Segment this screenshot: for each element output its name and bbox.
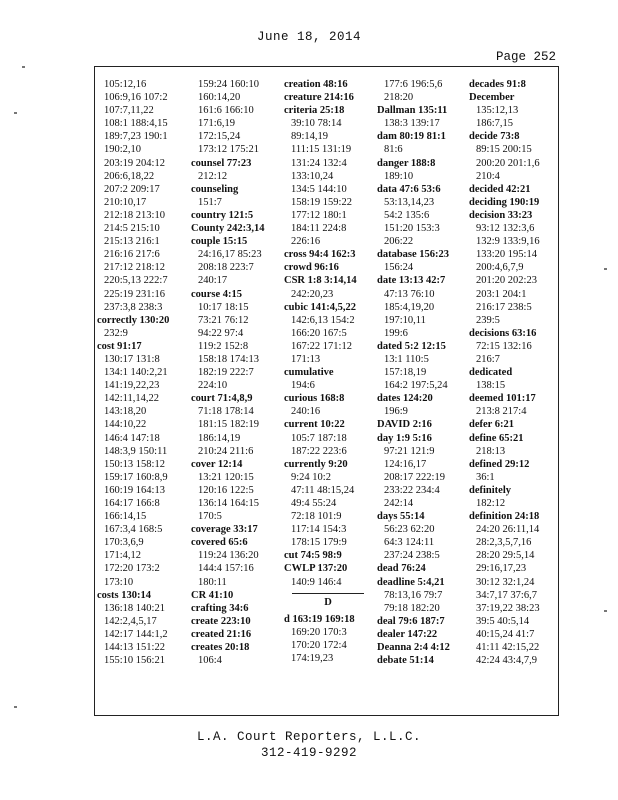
index-reference: 41:11 42:15,22 xyxy=(476,642,540,654)
index-reference: 9:24 10:2 xyxy=(291,471,331,483)
index-reference: 216:16 217:6 xyxy=(104,249,160,261)
index-column-3 xyxy=(284,78,372,665)
index-reference: 81:6 xyxy=(384,144,403,156)
index-term: deadline 5:4,21 xyxy=(377,576,445,588)
index-reference: 24:16,17 85:23 xyxy=(198,249,262,261)
index-reference: 160:19 164:13 xyxy=(104,484,165,496)
index-term: country 121:5 xyxy=(191,209,254,221)
index-column-1 xyxy=(97,78,185,667)
index-term: counseling xyxy=(191,183,239,195)
index-term: coverage 33:17 xyxy=(191,524,258,536)
index-reference: 156:24 xyxy=(384,262,414,274)
index-reference: 201:20 202:23 xyxy=(476,275,537,287)
index-reference: 169:20 170:3 xyxy=(291,626,347,638)
scan-speck xyxy=(22,66,25,68)
index-reference: 120:16 122:5 xyxy=(198,484,254,496)
index-term: counsel 77:23 xyxy=(191,157,252,169)
scan-speck xyxy=(604,610,607,612)
index-reference: 242:14 xyxy=(384,498,414,509)
index-reference: 172:15,24 xyxy=(198,131,241,143)
index-reference: 107:7,11,22 xyxy=(104,105,154,117)
index-reference: 186:14,19 xyxy=(198,432,241,444)
index-term: couple 15:15 xyxy=(191,236,248,248)
index-reference: 177:12 180:1 xyxy=(291,209,347,221)
index-reference: 30:12 32:1,24 xyxy=(476,576,535,588)
index-term: CWLP 137:20 xyxy=(284,563,348,575)
index-term: creature 214:16 xyxy=(284,92,354,104)
index-reference: 164:2 197:5,24 xyxy=(384,380,448,392)
index-reference: 111:15 131:19 xyxy=(291,144,352,156)
index-reference: 10:17 18:15 xyxy=(198,301,249,313)
index-reference: 237:3,8 238:3 xyxy=(104,301,163,313)
index-reference: 71:18 178:14 xyxy=(198,406,254,418)
index-column-2 xyxy=(191,78,279,667)
index-reference: 240:16 xyxy=(291,406,321,418)
index-reference: 49:4 55:24 xyxy=(291,498,337,509)
index-reference: 72:15 132:16 xyxy=(476,340,532,352)
index-term: created 21:16 xyxy=(191,628,252,640)
index-term: court 71:4,8,9 xyxy=(191,393,253,405)
index-reference: 170:20 172:4 xyxy=(291,639,347,651)
footer-phone: 312-419-9292 xyxy=(260,746,357,760)
index-reference: 143:18,20 xyxy=(104,406,147,418)
index-reference: 56:23 62:20 xyxy=(384,524,435,536)
index-term: dedicated xyxy=(469,367,513,379)
index-reference: 216:7 xyxy=(476,353,500,365)
index-reference: 174:19,23 xyxy=(291,653,334,665)
index-term: defined 29:12 xyxy=(469,458,530,470)
index-reference: 200:20 201:1,6 xyxy=(476,157,540,169)
index-reference: 170:5 xyxy=(198,511,222,523)
index-reference: 196:9 xyxy=(384,406,408,418)
index-term: decided 42:21 xyxy=(469,183,531,195)
index-reference: 178:15 179:9 xyxy=(291,537,347,549)
index-reference: 72:18 101:9 xyxy=(291,511,342,523)
index-term: Dallman 135:11 xyxy=(377,105,448,117)
index-term: curious 168:8 xyxy=(284,393,345,405)
index-reference: 212:12 xyxy=(198,170,228,182)
index-reference: 47:13 76:10 xyxy=(384,288,435,300)
index-term: creates 20:18 xyxy=(191,642,250,654)
index-reference: 40:15,24 41:7 xyxy=(476,628,535,640)
index-reference: 78:13,16 79:7 xyxy=(384,589,443,601)
index-term: covered 65:6 xyxy=(191,537,248,549)
index-reference: 144:13 151:22 xyxy=(104,642,165,654)
index-reference: 210:4 xyxy=(476,170,500,182)
index-reference: 34:7,17 37:6,7 xyxy=(476,589,537,601)
index-reference: 54:2 135:6 xyxy=(384,209,430,221)
index-reference: 13:1 110:5 xyxy=(384,353,429,365)
index-reference: 37:19,22 38:23 xyxy=(476,602,540,614)
scan-speck xyxy=(604,268,607,270)
index-term: cost 91:17 xyxy=(97,340,142,352)
index-term: December xyxy=(469,92,515,104)
index-reference: 239:5 xyxy=(476,314,500,326)
index-term: Deanna 2:4 4:12 xyxy=(377,642,450,654)
index-term: definitely xyxy=(469,484,511,496)
index-reference: 161:6 166:10 xyxy=(198,105,254,117)
index-term: crafting 34:6 xyxy=(191,602,249,614)
page-date: June 18, 2014 xyxy=(256,30,362,44)
index-reference: 225:19 231:16 xyxy=(104,288,165,300)
index-reference: 134:5 144:10 xyxy=(291,183,347,195)
index-reference: 203:19 204:12 xyxy=(104,157,165,169)
index-reference: 216:17 238:5 xyxy=(476,301,532,313)
index-reference: 141:19,22,23 xyxy=(104,380,160,392)
index-reference: 220:5,13 222:7 xyxy=(104,275,168,287)
index-reference: 138:3 139:17 xyxy=(384,118,440,130)
index-term: days 55:14 xyxy=(377,511,425,523)
index-term: deemed 101:17 xyxy=(469,393,536,405)
index-reference: 210:24 211:6 xyxy=(198,445,254,457)
index-reference: 171:4,12 xyxy=(104,550,142,562)
index-reference: 135:12,13 xyxy=(476,105,519,117)
index-reference: 134:1 140:2,21 xyxy=(104,367,168,379)
index-reference: 159:24 160:10 xyxy=(198,79,259,90)
index-reference: 194:6 xyxy=(291,380,315,392)
index-term: criteria 25:18 xyxy=(284,105,345,117)
index-reference: 208:17 222:19 xyxy=(384,471,445,483)
index-reference: 158:19 159:22 xyxy=(291,196,352,208)
index-reference: 187:22 223:6 xyxy=(291,445,347,457)
section-letter: D xyxy=(292,593,364,609)
word-index-box xyxy=(94,66,559,716)
index-reference: 106:4 xyxy=(198,655,222,667)
index-term: cross 94:4 162:3 xyxy=(284,249,356,261)
index-term: CSR 1:8 3:14,14 xyxy=(284,275,357,287)
index-reference: 199:6 xyxy=(384,327,408,339)
index-term: defer 6:21 xyxy=(469,419,514,431)
index-term: cut 74:5 98:9 xyxy=(284,550,342,562)
index-reference: 213:8 217:4 xyxy=(476,406,527,418)
index-term: debate 51:14 xyxy=(377,655,434,667)
index-reference: 173:12 175:21 xyxy=(198,144,259,156)
index-reference: 29:16,17,23 xyxy=(476,563,527,575)
index-reference: 212:18 213:10 xyxy=(104,209,165,221)
index-reference: 119:2 152:8 xyxy=(198,340,249,352)
index-term: dated 5:2 12:15 xyxy=(377,340,446,352)
index-term: DAVID 2:16 xyxy=(377,419,432,431)
index-term: definition 24:18 xyxy=(469,511,540,523)
index-reference: 217:12 218:12 xyxy=(104,262,165,274)
index-reference: 47:11 48:15,24 xyxy=(291,484,355,496)
index-reference: 184:11 224:8 xyxy=(291,223,347,235)
index-reference: 155:10 156:21 xyxy=(104,655,165,667)
index-term: currently 9:20 xyxy=(284,458,348,470)
index-reference: 133:10,24 xyxy=(291,170,334,182)
index-reference: 151:7 xyxy=(198,196,222,208)
index-reference: 173:10 xyxy=(104,576,134,588)
index-reference: 218:13 xyxy=(476,445,506,457)
index-reference: 142:2,4,5,17 xyxy=(104,615,157,627)
index-reference: 79:18 182:20 xyxy=(384,602,440,614)
index-reference: 171:6,19 xyxy=(198,118,236,130)
index-reference: 208:18 223:7 xyxy=(198,262,254,274)
index-term: cubic 141:4,5,22 xyxy=(284,301,357,313)
index-reference: 142:11,14,22 xyxy=(104,393,160,405)
index-term: dam 80:19 81:1 xyxy=(377,131,446,143)
index-reference: 181:15 182:19 xyxy=(198,419,259,431)
index-reference: 28:2,3,5,7,16 xyxy=(476,537,532,549)
index-reference: 218:20 xyxy=(384,92,414,104)
index-reference: 144:4 157:16 xyxy=(198,563,254,575)
index-reference: 189:10 xyxy=(384,170,414,182)
index-term: crowd 96:16 xyxy=(284,262,339,274)
scan-speck xyxy=(14,112,17,114)
index-reference: 146:4 147:18 xyxy=(104,432,160,444)
page-number: Page 252 xyxy=(495,50,556,64)
index-term: deciding 190:19 xyxy=(469,196,540,208)
index-reference: 203:1 204:1 xyxy=(476,288,527,300)
index-reference: 180:11 xyxy=(198,576,227,588)
index-reference: 237:24 238:5 xyxy=(384,550,440,562)
index-term: dead 76:24 xyxy=(377,563,426,575)
index-term: cumulative xyxy=(284,367,334,379)
index-reference: 39:10 78:14 xyxy=(291,118,342,130)
footer-company: L.A. Court Reporters, L.L.C. xyxy=(196,730,422,744)
index-reference: 64:3 124:11 xyxy=(384,537,435,549)
index-term: danger 188:8 xyxy=(377,157,436,169)
index-reference: 206:22 xyxy=(384,236,414,248)
index-reference: 142:6,13 154:2 xyxy=(291,314,355,326)
index-term: course 4:15 xyxy=(191,288,243,300)
index-reference: 119:24 136:20 xyxy=(198,550,259,562)
index-reference: 73:21 76:12 xyxy=(198,314,249,326)
index-reference: 144:10,22 xyxy=(104,419,147,431)
index-reference: 42:24 43:4,7,9 xyxy=(476,655,537,667)
index-reference: 108:1 188:4,15 xyxy=(104,118,168,130)
index-reference: 189:7,23 190:1 xyxy=(104,131,168,143)
index-reference: 177:6 196:5,6 xyxy=(384,79,443,90)
index-reference: 171:13 xyxy=(291,353,321,365)
index-term: County 242:3,14 xyxy=(191,223,265,235)
index-reference: 39:5 40:5,14 xyxy=(476,615,530,627)
index-column-5 xyxy=(469,78,557,667)
index-reference: 105:12,16 xyxy=(104,79,147,90)
index-reference: 215:13 216:1 xyxy=(104,236,160,248)
index-reference: 167:3,4 168:5 xyxy=(104,524,163,536)
index-reference: 117:14 154:3 xyxy=(291,524,347,536)
index-term: cover 12:14 xyxy=(191,458,243,470)
index-reference: 200:4,6,7,9 xyxy=(476,262,524,274)
index-reference: 206:6,18,22 xyxy=(104,170,155,182)
index-reference: 140:9 146:4 xyxy=(291,576,342,588)
index-reference: 224:10 xyxy=(198,380,228,392)
index-reference: 150:13 158:12 xyxy=(104,458,165,470)
index-term: dealer 147:22 xyxy=(377,628,438,640)
index-term: CR 41:10 xyxy=(191,589,234,601)
index-reference: 242:20,23 xyxy=(291,288,334,300)
index-term: create 223:10 xyxy=(191,615,251,627)
index-reference: 214:5 215:10 xyxy=(104,223,160,235)
index-reference: 170:3,6,9 xyxy=(104,537,144,549)
index-term: decide 73:8 xyxy=(469,131,520,143)
index-reference: 94:22 97:4 xyxy=(198,327,244,339)
index-reference: 166:20 167:5 xyxy=(291,327,347,339)
index-term: decisions 63:16 xyxy=(469,327,537,339)
index-term: dates 124:20 xyxy=(377,393,433,405)
index-reference: 172:20 173:2 xyxy=(104,563,160,575)
index-reference: 182:19 222:7 xyxy=(198,367,254,379)
index-term: decades 91:8 xyxy=(469,79,526,90)
index-reference: 232:9 xyxy=(104,327,128,339)
index-reference: 136:18 140:21 xyxy=(104,602,165,614)
index-reference: 53:13,14,23 xyxy=(384,196,435,208)
index-reference: 93:12 132:3,6 xyxy=(476,223,535,235)
index-reference: 89:15 200:15 xyxy=(476,144,532,156)
index-column-4 xyxy=(377,78,465,667)
index-reference: 186:7,15 xyxy=(476,118,514,130)
index-reference: 226:16 xyxy=(291,236,321,248)
index-term: deal 79:6 187:7 xyxy=(377,615,445,627)
index-term: creation 48:16 xyxy=(284,79,348,90)
index-reference: 28:20 29:5,14 xyxy=(476,550,535,562)
index-reference: 97:21 121:9 xyxy=(384,445,435,457)
index-reference: 130:17 131:8 xyxy=(104,353,160,365)
index-reference: 182:12 xyxy=(476,498,506,509)
index-term: correctly 130:20 xyxy=(97,314,170,326)
index-reference: 160:14,20 xyxy=(198,92,241,104)
index-reference: 89:14,19 xyxy=(291,131,329,143)
index-reference: 240:17 xyxy=(198,275,228,287)
index-reference: 158:18 174:13 xyxy=(198,353,259,365)
index-term: current 10:22 xyxy=(284,419,345,431)
index-reference: 167:22 171:12 xyxy=(291,340,352,352)
index-term: day 1:9 5:16 xyxy=(377,432,432,444)
index-reference: 190:2,10 xyxy=(104,144,142,156)
index-term: decision 33:23 xyxy=(469,209,533,221)
index-reference: 132:9 133:9,16 xyxy=(476,236,540,248)
scan-speck xyxy=(14,706,17,708)
index-reference: 233:22 234:4 xyxy=(384,484,440,496)
index-reference: 185:4,19,20 xyxy=(384,301,435,313)
index-reference: 151:20 153:3 xyxy=(384,223,440,235)
index-term: database 156:23 xyxy=(377,249,450,261)
index-reference: 136:14 164:15 xyxy=(198,498,259,509)
index-reference: 207:2 209:17 xyxy=(104,183,160,195)
index-reference: 159:17 160:8,9 xyxy=(104,471,168,483)
index-reference: 138:15 xyxy=(476,380,506,392)
index-reference: 124:16,17 xyxy=(384,458,427,470)
index-reference: 210:10,17 xyxy=(104,196,147,208)
index-reference: 36:1 xyxy=(476,471,495,483)
index-reference: 164:17 166:8 xyxy=(104,498,160,509)
index-reference: 105:7 187:18 xyxy=(291,432,347,444)
index-term: date 13:13 42:7 xyxy=(377,275,446,287)
index-reference: 106:9,16 107:2 xyxy=(104,92,168,104)
index-reference: 131:24 132:4 xyxy=(291,157,347,169)
index-term: data 47:6 53:6 xyxy=(377,183,441,195)
index-reference: 197:10,11 xyxy=(384,314,426,326)
index-reference: 13:21 120:15 xyxy=(198,471,254,483)
index-reference: 133:20 195:14 xyxy=(476,249,537,261)
index-term: d 163:19 169:18 xyxy=(284,613,355,625)
index-reference: 142:17 144:1,2 xyxy=(104,628,168,640)
index-term: define 65:21 xyxy=(469,432,524,444)
index-reference: 24:20 26:11,14 xyxy=(476,524,540,536)
index-reference: 157:18,19 xyxy=(384,367,427,379)
index-term: costs 130:14 xyxy=(97,589,151,601)
index-reference: 148:3,9 150:11 xyxy=(104,445,168,457)
index-reference: 166:14,15 xyxy=(104,511,147,523)
